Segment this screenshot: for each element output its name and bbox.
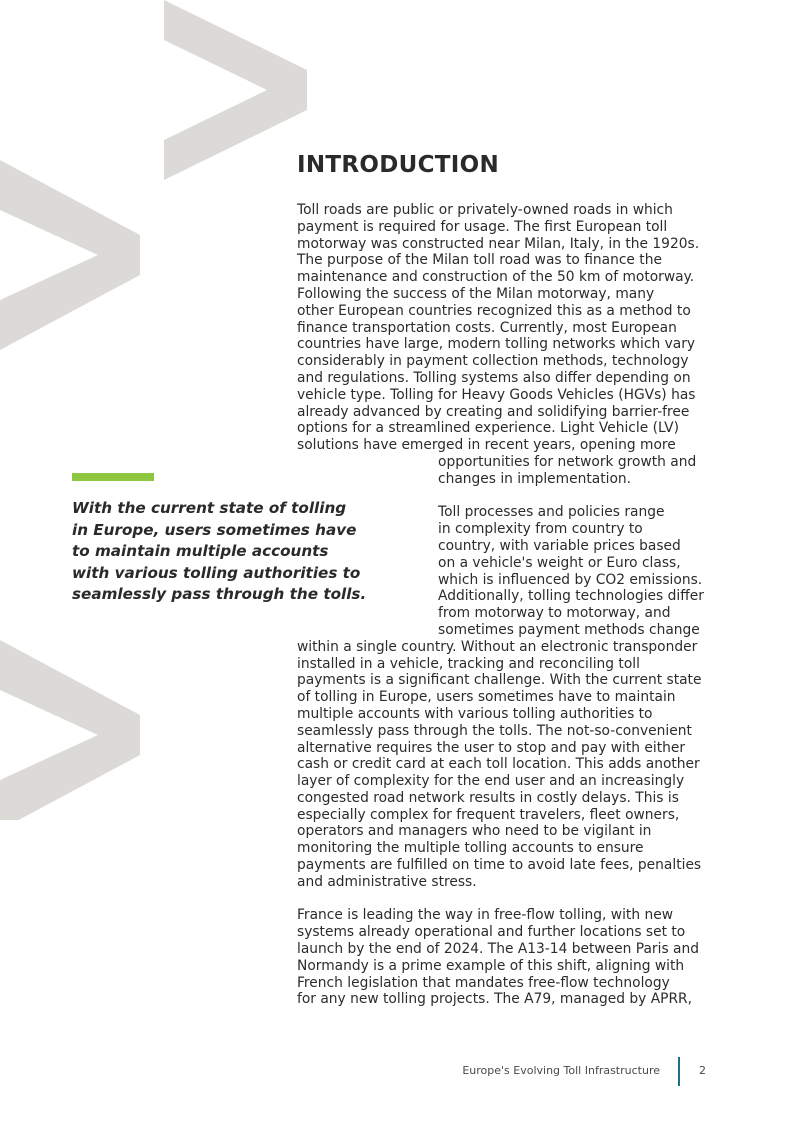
body-line: seamlessly pass through the tolls. The not-so-convenient — [297, 722, 692, 739]
pull-quote-line: seamlessly pass through the tolls. — [72, 585, 367, 603]
body-line: payments are fulfilled on time to avoid late fees, penalties — [297, 857, 702, 874]
body-line: especially complex for frequent travelers, fleet owners, — [297, 806, 680, 823]
body-line: Additionally, tolling technologies differ — [438, 588, 704, 605]
body-line: installed in a vehicle, tracking and reconciling toll — [297, 655, 640, 672]
body-line: within a single country. Without an electronic transponder — [297, 638, 698, 655]
pull-quote-line: in Europe, users sometimes have — [72, 520, 357, 539]
body-line: payment is required for usage. The first European toll — [297, 218, 668, 235]
body-line: operators and managers who need to be vigilant in — [297, 823, 652, 840]
body-line: opportunities for network growth and — [438, 453, 697, 470]
body-line: systems already operational and further locations set to — [297, 924, 686, 941]
chevron-middle — [0, 160, 140, 350]
pull-quote-line: to maintain multiple accounts — [72, 542, 329, 560]
body-line: layer of complexity for the end user and an increasingly — [297, 773, 685, 790]
decorative-chevrons — [0, 0, 320, 820]
body-line: payments is a significant challenge. With the current state — [297, 672, 702, 689]
body-line: solutions have emerged in recent years, opening more — [297, 437, 676, 454]
body-line: launch by the end of 2024. The A13-14 between Paris and — [297, 941, 699, 958]
body-line: which is influenced by CO2 emissions. — [438, 571, 703, 588]
body-line: countries have large, modern tolling networks which vary — [297, 336, 696, 353]
page-number: 2 — [699, 1064, 706, 1077]
body-line: The purpose of the Milan toll road was to finance the — [297, 252, 662, 269]
pull-quote-accent-bar — [72, 473, 154, 481]
footer-divider — [678, 1057, 680, 1086]
pull-quote — [72, 498, 366, 606]
body-line: monitoring the multiple tolling accounts to ensure — [297, 840, 644, 857]
body-line: and administrative stress. — [297, 873, 477, 890]
body-line: and regulations. Tolling systems also differ depending on — [297, 369, 691, 386]
body-line: of tolling in Europe, users sometimes have to maintain — [297, 689, 676, 706]
body-line: Toll roads are public or privately-owned roads in which — [297, 202, 673, 218]
pull-quote-line: With the current state of tolling — [72, 499, 347, 517]
footer-document-title: Europe's Evolving Toll Infrastructure — [462, 1064, 660, 1077]
body-line: sometimes payment methods change — [438, 621, 700, 638]
body-line: considerably in payment collection methods, technology — [297, 353, 689, 370]
chevron-top — [164, 0, 307, 180]
body-line: vehicle type. Tolling for Heavy Goods Vehicles (HGVs) has — [297, 386, 696, 403]
paragraph-gap — [297, 891, 727, 908]
chevron-bottom — [0, 640, 140, 820]
body-line: motorway was constructed near Milan, Italy, in the 1920s. — [297, 235, 700, 252]
body-line: Toll processes and policies range — [438, 504, 665, 521]
body-line: France is leading the way in free-flow tolling, with new — [297, 907, 673, 924]
body-line: maintenance and construction of the 50 km of motorway. — [297, 269, 695, 286]
body-line: alternative requires the user to stop and pay with either — [297, 739, 686, 756]
body-line: congested road network results in costly delays. This is — [297, 789, 679, 806]
pull-quote-line: with various tolling authorities to — [72, 563, 361, 582]
page-title: INTRODUCTION — [297, 152, 500, 178]
body-line: options for a streamlined experience. Light Vehicle (LV) — [297, 420, 679, 437]
body-line: Following the success of the Milan motorway, many — [297, 285, 655, 302]
body-line: multiple accounts with various tolling authorities to — [297, 705, 653, 722]
body-line: other European countries recognized this as a method to — [297, 302, 691, 319]
body-line: finance transportation costs. Currently, most European — [297, 319, 677, 336]
body-line: in complexity from country to — [438, 521, 643, 538]
body-line: for any new tolling projects. The A79, managed by APRR, — [297, 991, 693, 1008]
body-line: country, with variable prices based — [438, 537, 681, 554]
body-line: on a vehicle's weight or Euro class, — [438, 554, 681, 571]
body-line: French legislation that mandates free-flow technology — [297, 974, 670, 991]
body-line: changes in implementation. — [438, 470, 632, 487]
body-line: cash or credit card at each toll location. This adds another — [297, 756, 700, 773]
body-line: from motorway to motorway, and — [438, 605, 671, 622]
body-line: already advanced by creating and solidifying barrier-free — [297, 403, 690, 420]
body-line: Normandy is a prime example of this shift, aligning with — [297, 957, 685, 974]
